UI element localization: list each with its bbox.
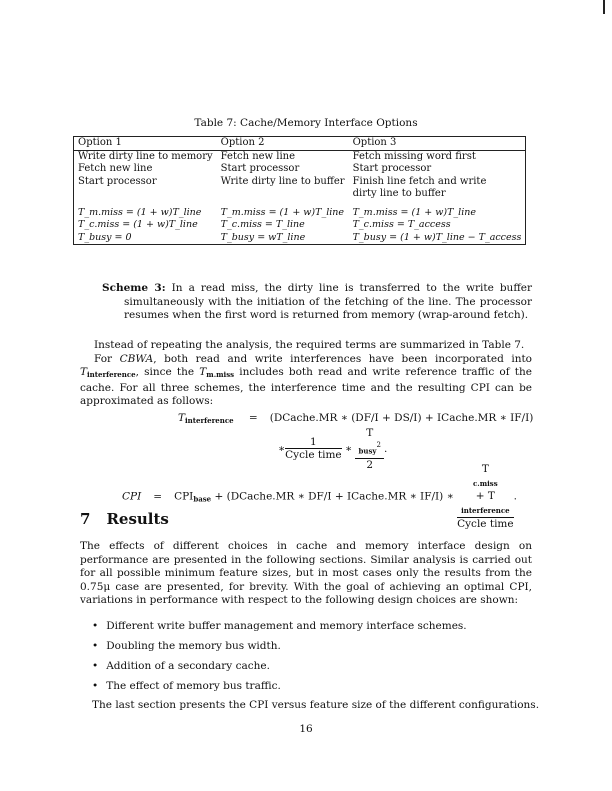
table-cell: Write dirty line to buffer <box>220 175 345 187</box>
formula-cell: T_c.miss = T_line <box>220 219 305 230</box>
paragraph-results: The effects of different choices in cache and memory interface design on performance are presented in the following sections. Similar analysis is carried out for all possible minimum feature sizes, but in most cases only the results from the 0.75μ case are presented, for brevity. With the goal of achieving an optimal CPI, variations in performance with respect to the following design choices are shown: <box>80 540 532 606</box>
design-choices-list <box>92 616 522 696</box>
formula-cell: T_busy = 0 <box>78 231 132 243</box>
table-cell: Finish line fetch and write <box>352 175 487 187</box>
para-1: Instead of repeating the analysis, the required terms are summarized in Table 7. <box>94 339 525 351</box>
equation-interference: $T_{interference}$ = (DCache.MR ∗ (DF/I + DS/I) + ICache.MR ∗ IF/I) ∗ $\frac{1}{\text{Cycle time}}$ ∗ T $_{busy}^2$ 2 . <box>178 412 534 471</box>
table-cell: Write dirty line to memory <box>78 150 213 162</box>
formula-cell: T_m.miss = (1 + w)T_line <box>78 206 202 218</box>
paragraph-last: The last section presents the CPI versus feature size of the different configurations. <box>92 699 540 711</box>
scheme-text: In a read miss, the dirty line is transferred to the write buffer simultaneously with the initiation of the fetching of the line. The processor resumes when the first word is returned from memory (wrap-around fetch). <box>124 282 533 321</box>
formula-row <box>74 232 526 245</box>
scheme-label: Scheme 3: <box>102 282 166 294</box>
table-cell: Fetch new line <box>220 150 296 162</box>
equation-cpi: CPI = $CPI_{base}$ + (DCache.MR ∗ DF/I + ICache.MR ∗ IF/I) ∗ T $_{c.miss}$ + T $_{interference}$ Cycle time . <box>122 463 517 530</box>
formula-cell: T_m.miss = (1 + w)T_line <box>220 206 345 218</box>
table-row <box>74 163 526 176</box>
scan-mark <box>603 0 605 14</box>
section-heading: 7 Results <box>80 510 169 528</box>
table-cell: Start processor <box>78 175 157 187</box>
list-item: • Addition of a secondary cache. <box>92 656 522 676</box>
formula-cell: T_c.miss = T_access <box>352 219 451 230</box>
formula-row <box>74 219 526 232</box>
table-row <box>74 188 526 201</box>
formula-cell: T_m.miss = (1 + w)T_line <box>352 206 476 218</box>
table-cell <box>217 188 349 201</box>
table-cell: dirty line to buffer <box>352 188 446 199</box>
formula-row <box>74 207 526 220</box>
para-2: For CBWA, both read and write interferences have been incorporated into $T_{interference}$, since the $T_{m.miss}$ includes both read and write reference traffic of the cache. For all three schemes, the interference time and the resulting CPI can be approximated as follows: <box>80 352 533 407</box>
table-cell: Start processor <box>220 163 300 174</box>
table-header: Option 3 <box>349 137 526 151</box>
formula-cell: T_busy = (1 + w)T_line − T_access <box>352 231 522 243</box>
paragraph-summary <box>80 339 532 409</box>
table-cell: Start processor <box>352 163 432 174</box>
table-header: Option 2 <box>217 137 349 151</box>
formula-cell: T_busy = wT_line <box>220 231 306 243</box>
list-item: • The effect of memory bus traffic. <box>92 676 522 696</box>
scheme-3-paragraph <box>102 282 532 323</box>
table-cell: Fetch missing word first <box>352 150 476 162</box>
table-header: Option 1 <box>74 137 217 151</box>
cache-memory-options-table <box>73 136 526 245</box>
list-item: • Different write buffer management and memory interface schemes. <box>92 616 522 636</box>
table-cell <box>74 188 217 201</box>
formula-cell: T_c.miss = (1 + w)T_line <box>78 219 198 230</box>
table-row <box>74 176 526 189</box>
table-caption: Table 7: Cache/Memory Interface Options <box>194 117 418 129</box>
page-number: 16 <box>299 723 313 735</box>
table-cell: Fetch new line <box>78 163 153 174</box>
list-item: • Doubling the memory bus width. <box>92 636 522 656</box>
table-row <box>74 150 526 163</box>
